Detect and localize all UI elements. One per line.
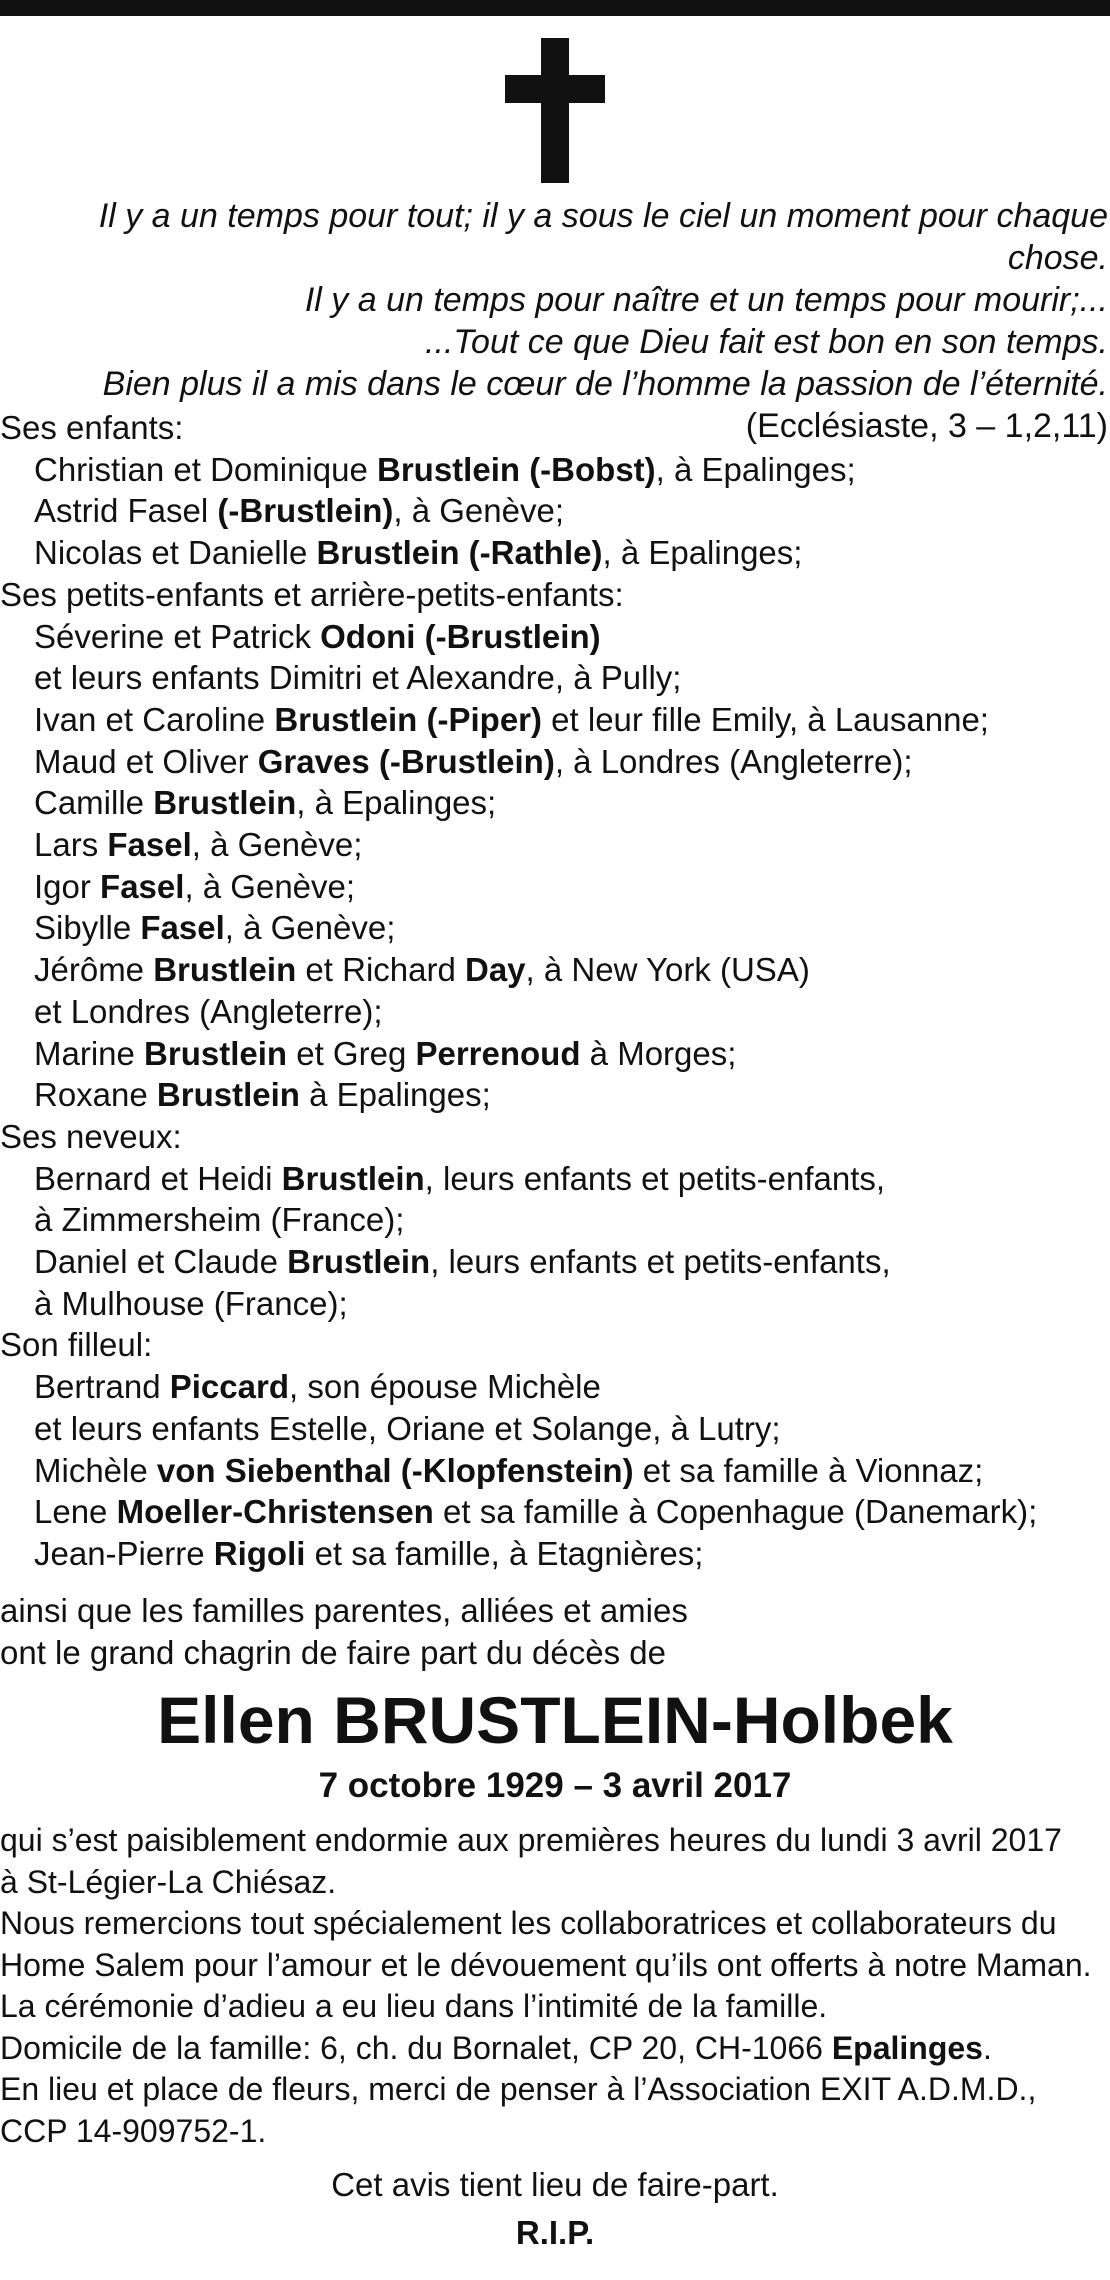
line-text: et leurs enfants Dimitri et Alexandre, à Pully; [34, 659, 682, 697]
line-text: , à Genève; [393, 492, 564, 530]
line-text: CCP 14-909752-1. [0, 2112, 267, 2149]
body-line [0, 1986, 1108, 2028]
line-text: , son épouse Michèle [289, 1368, 601, 1406]
surname-text: Fasel [100, 867, 185, 905]
line-text: et sa famille à Copenhague (Danemark); [433, 1493, 1038, 1531]
surname-text: Brustlein [153, 784, 297, 822]
line-text: , à Londres (Angleterre); [554, 742, 913, 780]
line-text: et Richard [296, 951, 465, 989]
line-text: En lieu et place de fleurs, merci de penser à l’Association EXIT A.D.M.D., [0, 2071, 1037, 2107]
family-line [0, 1324, 1108, 1366]
body-line [0, 1862, 1108, 1904]
family-line [0, 1491, 1108, 1533]
line-text: , à New York (USA) [525, 951, 810, 989]
surname-text: von Siebenthal (-Klopfenstein) [156, 1451, 634, 1489]
line-text: Home Salem pour l’amour et le dévouement qu’ils ont offerts à notre Maman. [0, 1946, 1092, 1983]
family-line [0, 1074, 1108, 1116]
line-text: Ses enfants: [0, 409, 184, 446]
surname-text: Odoni (-Brustlein) [320, 617, 601, 655]
line-text: La cérémonie d’adieu a eu lieu dans l’intimité de la famille. [0, 1988, 828, 2024]
line-text: , à Genève; [184, 867, 356, 905]
family-line [0, 532, 1108, 574]
line-text: Jean-Pierre [34, 1534, 214, 1572]
line-text: à St-Légier-La Chiésaz. [0, 1863, 337, 1900]
line-text: , leurs enfants et petits-enfants, [430, 1243, 891, 1281]
surname-text: Brustlein (-Piper) [274, 700, 543, 738]
verse-reference: (Ecclésiaste, 3 – 1,2,11) [745, 407, 1108, 445]
line-text: Son filleul: [0, 1326, 153, 1364]
line-text: Nicolas et Danielle [34, 534, 317, 572]
family-line [0, 1450, 1108, 1492]
line-text: Astrid Fasel [34, 492, 218, 530]
line-text: , à Genève; [224, 909, 396, 947]
family-line [0, 407, 1108, 449]
line-text: Michèle [34, 1451, 157, 1489]
family-line [0, 991, 1108, 1033]
line-text: , à Genève; [191, 826, 363, 864]
family-line [0, 1116, 1108, 1158]
family-line [0, 616, 1108, 658]
closing-statement [0, 1590, 1108, 1674]
family-line [0, 1158, 1108, 1200]
line-text: Daniel et Claude [34, 1243, 288, 1281]
line-text: . [982, 2029, 992, 2066]
family-line [0, 824, 1108, 866]
surname-text: Graves (-Brustlein) [257, 742, 555, 780]
surname-text: Brustlein [281, 1159, 425, 1197]
surname-text: Rigoli [213, 1534, 306, 1572]
closing-line: ont le grand chagrin de faire part du décès de [0, 1634, 666, 1671]
body-line [0, 2028, 1108, 2070]
line-text: Bernard et Heidi [34, 1159, 282, 1197]
surname-text: Epalinges [831, 2029, 983, 2066]
family-line [0, 1283, 1108, 1325]
line-text: Nous remercions tout spécialement les collaboratrices et collaborateurs du [0, 1905, 1057, 1941]
line-text: , à Epalinges; [296, 784, 497, 822]
family-line [0, 1533, 1108, 1575]
family-line [0, 574, 1108, 616]
family-line [0, 490, 1108, 532]
family-line [0, 907, 1108, 949]
verse-line: Il y a un temps pour naître et un temps pour mourir;... [304, 281, 1108, 319]
line-text: qui s’est paisiblement endormie aux premières heures du lundi 3 avril 2017 [0, 1822, 1062, 1858]
line-text: et sa famille à Vionnaz; [633, 1451, 984, 1489]
line-text: Christian et Dominique [34, 450, 377, 488]
rip-text: R.I.P. [515, 2214, 595, 2251]
line-text: Ses neveux: [0, 1117, 182, 1155]
family-line [0, 657, 1108, 699]
line-text: à Epalinges; [299, 1076, 491, 1114]
surname-text: Day [465, 951, 526, 989]
surname-text: (-Brustlein) [217, 492, 394, 530]
line-text: Domicile de la famille: 6, ch. du Bornalet, CP 20, CH-1066 [0, 2029, 832, 2066]
family-line [0, 1366, 1108, 1408]
line-text: à Zimmersheim (France); [34, 1201, 405, 1239]
top-border [0, 0, 1110, 16]
surname-text: Moeller-Christensen [116, 1493, 434, 1531]
surname-text: Brustlein [153, 951, 297, 989]
line-text: à Morges; [580, 1034, 737, 1072]
life-dates: 7 octobre 1929 – 3 avril 2017 [318, 1766, 792, 1805]
line-text: et Greg [287, 1034, 416, 1072]
line-text: et Londres (Angleterre); [34, 992, 383, 1030]
surname-text: Piccard [169, 1368, 289, 1406]
body-line [0, 2069, 1108, 2111]
surname-text: Fasel [140, 909, 225, 947]
line-text: Sibylle [34, 909, 141, 947]
family-line [0, 741, 1108, 783]
line-text: Ses petits-enfants et arrière-petits-enfants: [0, 575, 624, 613]
body-line [0, 1945, 1108, 1987]
line-text: Bertrand [34, 1368, 170, 1406]
line-text: à Mulhouse (France); [34, 1284, 348, 1322]
line-text: Lars [34, 826, 108, 864]
line-text: , leurs enfants et petits-enfants, [424, 1159, 886, 1197]
line-text: Jérôme [34, 951, 154, 989]
line-text: Lene [34, 1493, 117, 1531]
surname-text: Brustlein [156, 1076, 300, 1114]
body-line [0, 1903, 1108, 1945]
notice-body [0, 1820, 1108, 2152]
family-line [0, 449, 1108, 491]
line-text: Camille [34, 784, 154, 822]
notice-statement: Cet avis tient lieu de faire-part. [331, 2166, 779, 2203]
family-list [0, 407, 1108, 1575]
body-line [0, 1820, 1108, 1862]
surname-text: Brustlein [287, 1243, 431, 1281]
line-text: et leurs enfants Estelle, Oriane et Solange, à Lutry; [34, 1409, 781, 1447]
family-line [0, 1033, 1108, 1075]
family-line [0, 1408, 1108, 1450]
line-text: et sa famille, à Etagnières; [305, 1534, 704, 1572]
cross-icon [505, 38, 605, 183]
family-line [0, 1199, 1108, 1241]
line-text: Maud et Oliver [34, 742, 258, 780]
line-text: , à Epalinges; [602, 534, 803, 572]
surname-text: Perrenoud [415, 1034, 581, 1072]
line-text: Séverine et Patrick [34, 617, 321, 655]
family-line [0, 782, 1108, 824]
deceased-name: Ellen BRUSTLEIN-Holbek [157, 1683, 953, 1757]
verse-line: ...Tout ce que Dieu fait est bon en son temps. [425, 323, 1108, 361]
closing-line: ainsi que les familles parentes, alliées et amies [0, 1592, 688, 1629]
family-line [0, 1241, 1108, 1283]
surname-text: Brustlein (-Bobst) [377, 450, 656, 488]
line-text: Roxane [34, 1076, 157, 1114]
line-text: Ivan et Caroline [34, 700, 275, 738]
verse-line: Bien plus il a mis dans le cœur de l’homme la passion de l’éternité. [102, 365, 1108, 403]
family-line [0, 866, 1108, 908]
verse-line: Il y a un temps pour tout; il y a sous le ciel un moment pour chaque chose. [98, 197, 1108, 277]
surname-text: Fasel [107, 826, 192, 864]
family-line [0, 699, 1108, 741]
body-line [0, 2111, 1108, 2153]
line-text: Marine [34, 1034, 145, 1072]
line-text: et leur fille Emily, à Lausanne; [542, 700, 989, 738]
surname-text: Brustlein (-Rathle) [316, 534, 603, 572]
line-text: , à Epalinges; [655, 450, 856, 488]
family-line [0, 949, 1108, 991]
surname-text: Brustlein [144, 1034, 288, 1072]
line-text: Igor [34, 867, 101, 905]
